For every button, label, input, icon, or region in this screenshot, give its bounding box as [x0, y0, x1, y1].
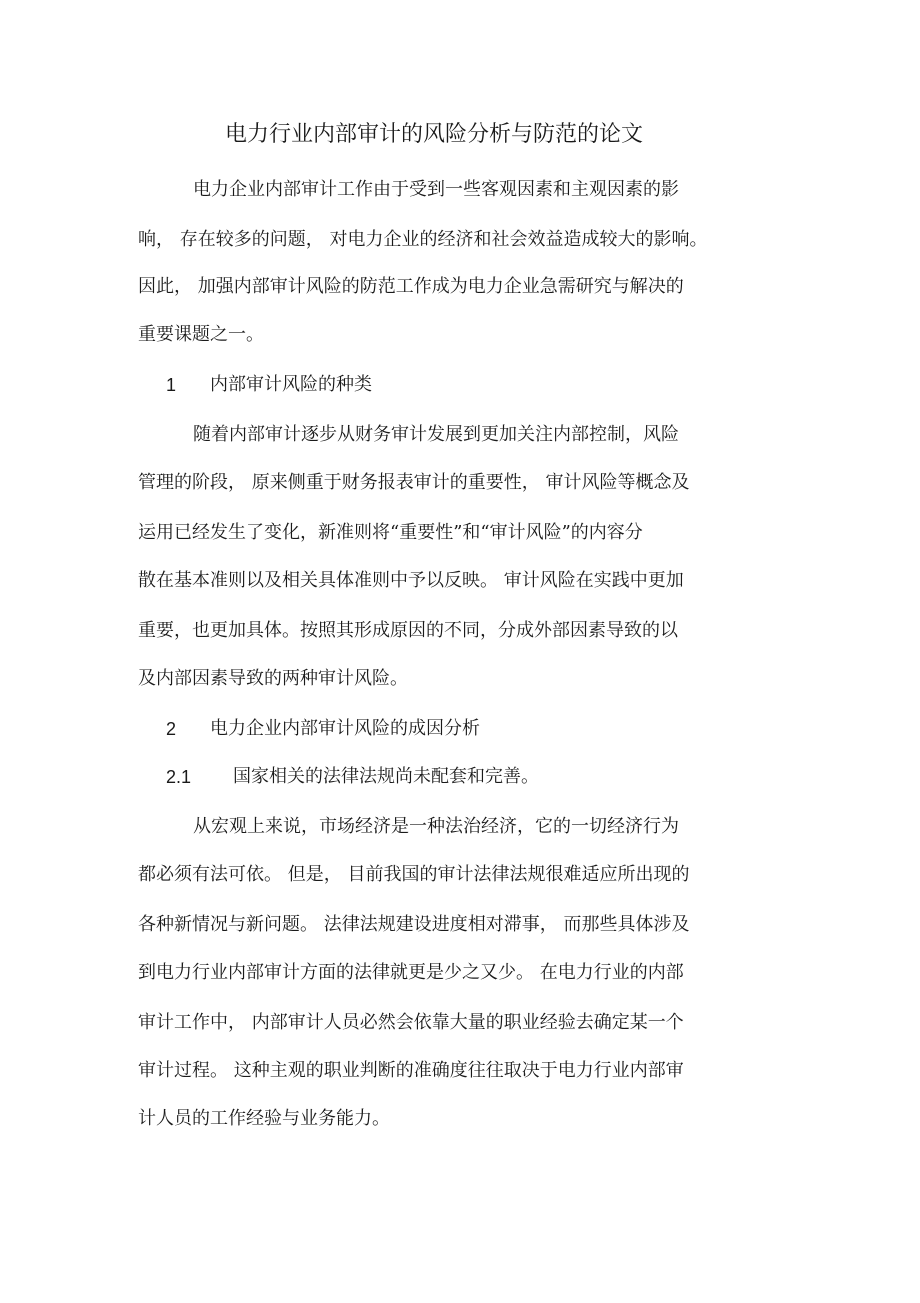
section-2-1-number: 2.1 — [166, 767, 192, 787]
section-1-line: 运用已经发生了变化，新准则将“重要性”和“审计风险”的内容分 — [138, 522, 643, 543]
section-1-line: 随着内部审计逐步从财务审计发展到更加关注内部控制，风险 — [193, 424, 679, 445]
section-2-1-line: 计人员的工作经验与业务能力。 — [138, 1108, 390, 1129]
section-2-1-line: 都必须有法可依。 但是， 目前我国的审计法律法规很难适应所出现的 — [138, 864, 690, 885]
intro-line: 重要课题之一。 — [138, 324, 264, 345]
section-2-number: 2 — [166, 719, 177, 739]
document-title: 电力行业内部审计的风险分析与防范的论文 — [225, 122, 644, 147]
section-2-1-line: 从宏观上来说，市场经济是一种法治经济，它的一切经济行为 — [193, 816, 679, 837]
section-1-line: 重要，也更加具体。按照其形成原因的不同，分成外部因素导致的以 — [138, 620, 678, 641]
section-2-1-line: 审计工作中， 内部审计人员必然会依靠大量的职业经验去确定某一个 — [138, 1012, 684, 1033]
intro-line: 电力企业内部审计工作由于受到一些客观因素和主观因素的影 — [193, 179, 679, 200]
section-1-line: 管理的阶段， 原来侧重于财务报表审计的重要性， 审计风险等概念及 — [138, 472, 690, 493]
intro-line: 因此， 加强内部审计风险的防范工作成为电力企业急需研究与解决的 — [138, 276, 684, 297]
section-2-1-line: 到电力行业内部审计方面的法律就更是少之又少。 在电力行业的内部 — [138, 962, 684, 983]
section-2-1-heading: 国家相关的法律法规尚未配套和完善。 — [233, 766, 539, 787]
section-2-1-line: 各种新情况与新问题。 法律法规建设进度相对滞事， 而那些具体涉及 — [138, 914, 690, 935]
section-2-heading: 电力企业内部审计风险的成因分析 — [210, 718, 480, 739]
section-2-1-line: 审计过程。 这种主观的职业判断的准确度往往取决于电力行业内部审 — [138, 1060, 684, 1081]
section-1-line: 及内部因素导致的两种审计风险。 — [138, 668, 408, 689]
intro-line: 响， 存在较多的问题， 对电力企业的经济和社会效益造成较大的影响。 — [138, 229, 708, 250]
section-1-heading: 内部审计风险的种类 — [210, 374, 372, 395]
section-1-number: 1 — [166, 375, 177, 395]
section-1-line: 散在基本准则以及相关具体准则中予以反映。 审计风险在实践中更加 — [138, 570, 684, 591]
